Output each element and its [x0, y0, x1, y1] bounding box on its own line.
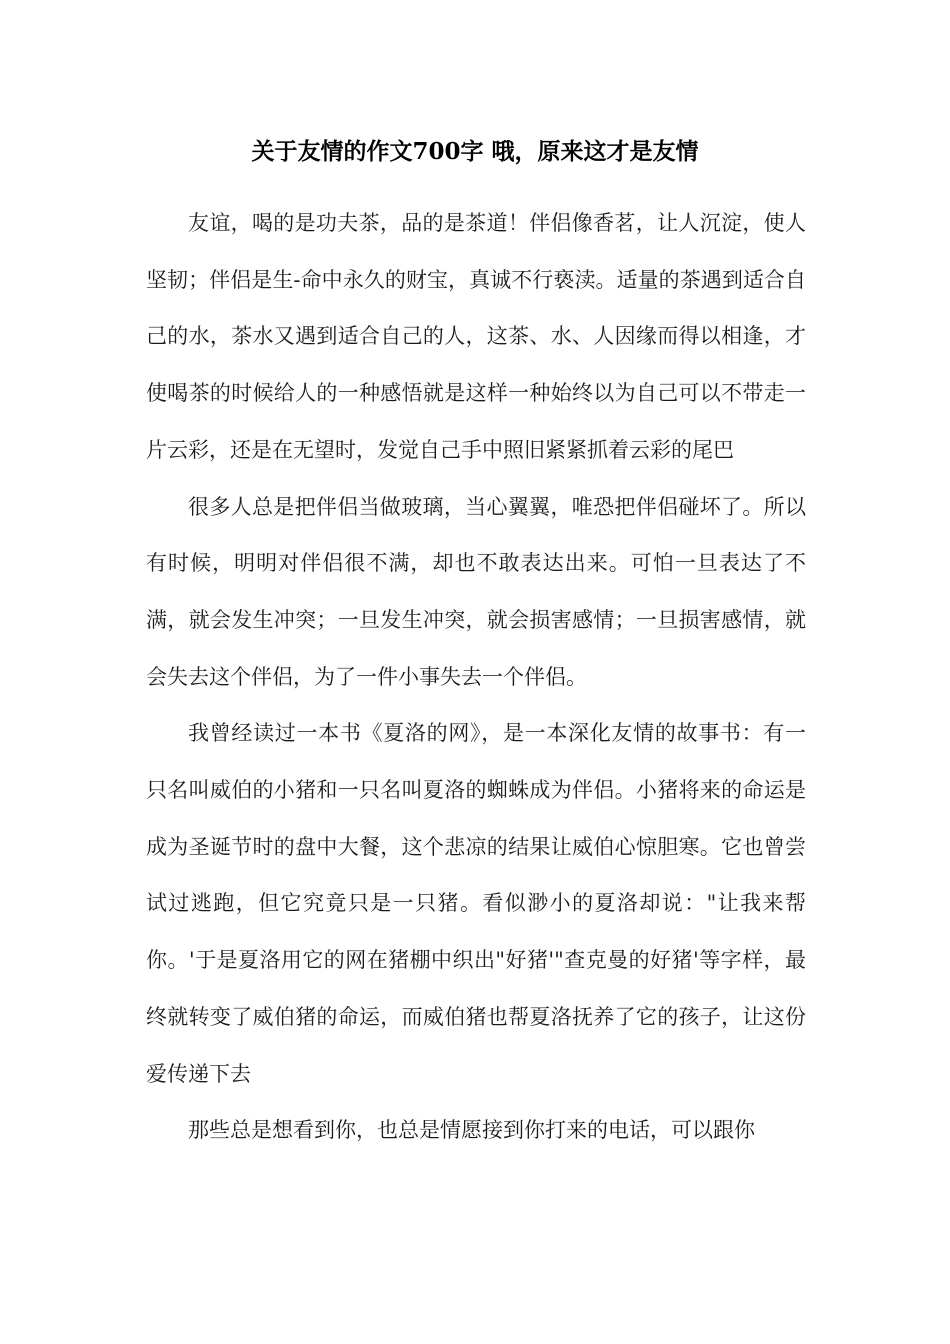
- paragraph-4: 那些总是想看到你，也总是情愿接到你打来的电话，可以跟你: [188, 1118, 755, 1143]
- paragraph-1: 友谊，喝的是功夫茶，品的是茶道！伴侣像香茗，让人沉淀，使人坚韧；伴侣是生-命中永久的财宝，真诚不行亵渎。适量的茶遇到适合自己的水，茶水又遇到适合自己的人，这茶、水、人因缘而得以相逢，才使喝茶的时候给人的一种感悟就是这样一种始终以为自己可以不带走一片云彩，还是在无望时，发觉自己手中照旧紧紧抓着云彩的尾巴: [146, 211, 806, 462]
- paragraph-2: 很多人总是把伴侣当做玻璃，当心翼翼，唯恐把伴侣碰坏了。所以有时候，明明对伴侣很不满，却也不敢表达出来。可怕一旦表达了不满，就会发生冲突；一旦发生冲突，就会损害感情；一旦损害感情，就会失去这个伴侣，为了一件小事失去一个伴侣。: [146, 494, 806, 689]
- document-body: [146, 195, 806, 1159]
- paragraph-3: 我曾经读过一本书《夏洛的网》，是一本深化友情的故事书：有一只名叫威伯的小猪和一只名叫夏洛的蜘蛛成为伴侣。小猪将来的命运是成为圣诞节时的盘中大餐，这个悲凉的结果让威伯心惊胆寒。它也曾尝试过逃跑，但它究竟只是一只猪。看似渺小的夏洛却说："让我来帮你。'于是夏洛用它的网在猪棚中织出"好猪'"查克曼的好猪'等字样，最终就转变了威伯猪的命运，而威伯猪也帮夏洛抚养了它的孩子，让这份爱传递下去: [146, 721, 806, 1086]
- document-title: 关于友情的作文700字 哦，原来这才是友情: [251, 138, 699, 165]
